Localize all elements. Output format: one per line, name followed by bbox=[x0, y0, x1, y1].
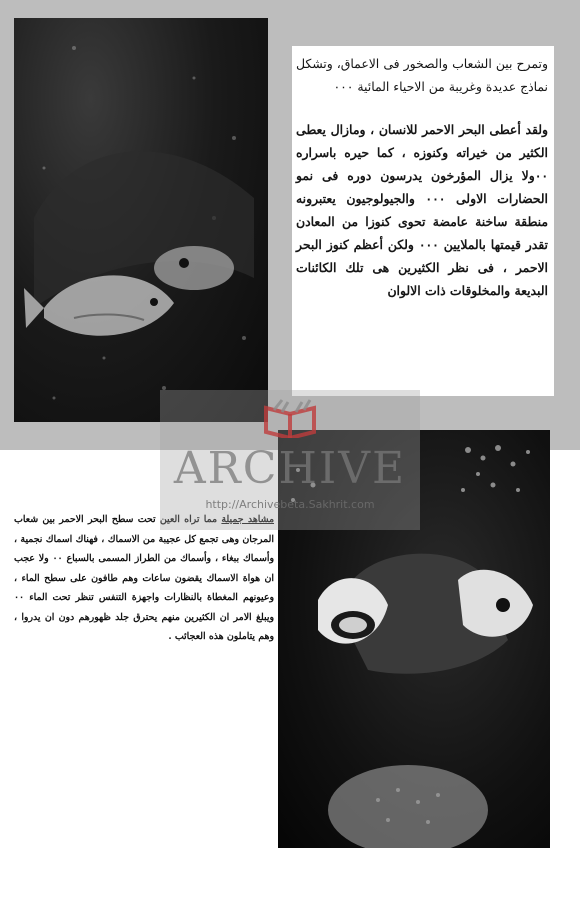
photo-caption bbox=[14, 510, 274, 647]
archive-watermark bbox=[160, 390, 420, 530]
caption-text: مما تراه العين تحت سطح البحر الاحمر بين شعاب المرجان وهى تجمع كل عجيبة من الاسماك ، فهناك اسماك نجمية ، وأسماك ببغاء ، وأسماك من الطراز المسمى بالسباع ٠٠ ولا عجب ان هواة الاسماك يقضون ساعات وهم طافون على سطح الماء ، وعيونهم المغطاة بالنظارات واجهزة التنفس تنظر تحت الماء ٠٠ ويبلغ الامر ان الكثيرين منهم يحترق جلد ظهورهم دون ان يدروا ، وهم يتاملون هذه العجائب . bbox=[14, 514, 274, 642]
article-paragraph-2: ولقد أعطى البحر الاحمر للانسان ، ومازال يعطى الكثير من خيراته وكنوزه ، كما حيره باسراره ٠٠ولا يزال المؤرخون يدرسون دوره فى نمو الحضارات الاولى ٠٠٠ والجيولوجيون يعتبرونه منطقة ساخنة عامضة تحوى كنوزا من المعادن تقدر قيمتها بالملايين ٠٠٠ ولكن أعظم كنوز البحر الاحمر ، فى نظر الكثيرين هى تلك الكائنات البديعة والمخلوقات ذات الالوان bbox=[296, 122, 548, 298]
article-paragraph-1: وتمرح بين الشعاب والصخور فى الاعماق، وتشكل نماذج عديدة وغريبة من الاحياء المائية ٠٠٠ bbox=[296, 56, 548, 94]
article-text-box bbox=[292, 46, 554, 396]
caption-lead: مشاهد جميلة bbox=[221, 514, 275, 525]
watermark-url: http://Archivebeta.Sakhrit.com bbox=[205, 498, 375, 511]
fish-photo-top bbox=[14, 18, 268, 422]
watermark-title: ARCHIVE bbox=[173, 443, 407, 494]
book-icon bbox=[260, 398, 320, 438]
